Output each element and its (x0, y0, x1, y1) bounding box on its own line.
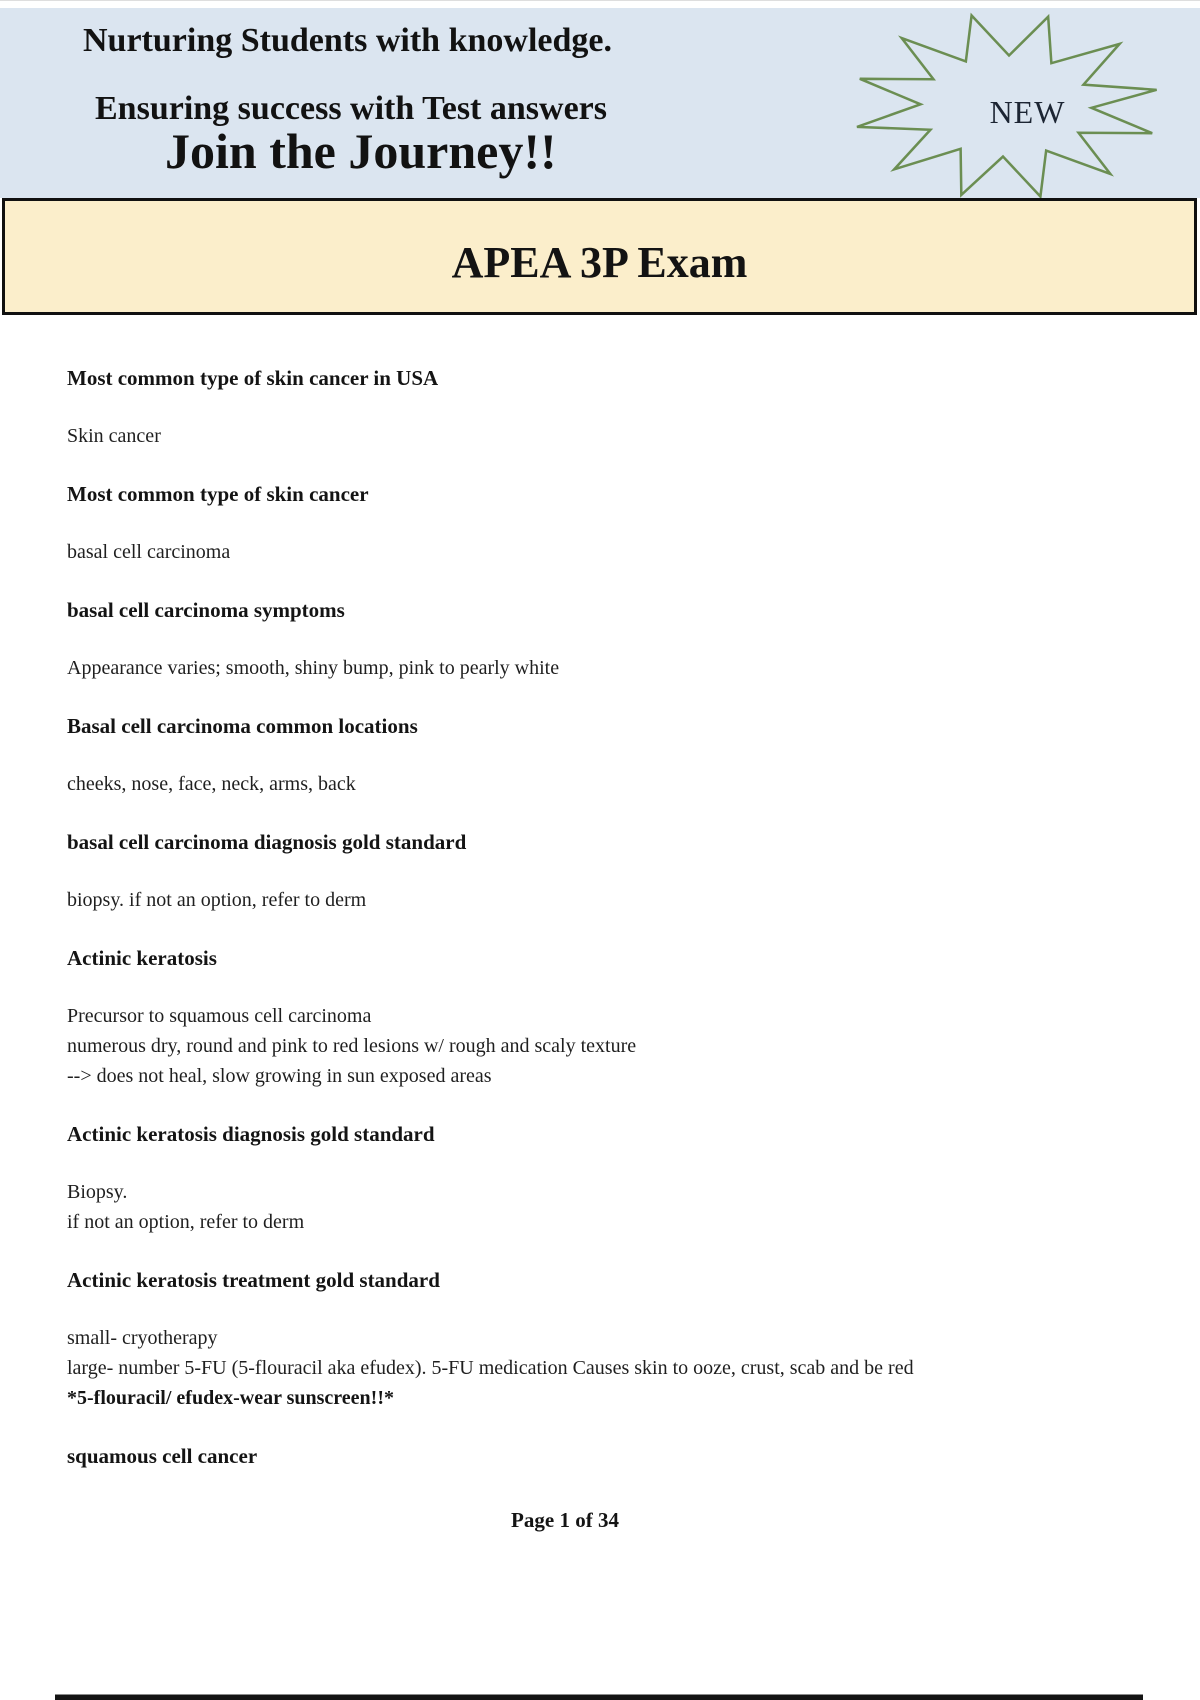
qa-section (67, 711, 1142, 799)
question: Basal cell carcinoma common locations (67, 714, 418, 738)
answer (67, 653, 1142, 683)
question: Actinic keratosis (67, 946, 217, 970)
qa-content (67, 363, 1142, 1499)
question: basal cell carcinoma diagnosis gold standard (67, 830, 467, 854)
new-badge-label: NEW (989, 94, 1066, 130)
question: Most common type of skin cancer in USA (67, 366, 439, 390)
question: basal cell carcinoma symptoms (67, 598, 345, 622)
page-bottom-rule (55, 1694, 1143, 1700)
qa-section (67, 1119, 1142, 1237)
question: Actinic keratosis diagnosis gold standard (67, 1122, 435, 1146)
exam-title: APEA 3P Exam (451, 238, 748, 287)
question: squamous cell cancer (67, 1444, 258, 1468)
answer (67, 1001, 1142, 1091)
qa-section (67, 1441, 1142, 1471)
answer-line: basal cell carcinoma (67, 541, 231, 563)
question: Actinic keratosis treatment gold standard (67, 1268, 440, 1292)
header-tagline-2: Ensuring success with Test answers (95, 90, 607, 127)
answer-line: small- cryotherapy (67, 1327, 218, 1349)
page-top-edge (0, 0, 1200, 1)
exam-title-banner (2, 198, 1197, 315)
qa-section (67, 363, 1142, 451)
answer-line: Skin cancer (67, 425, 161, 447)
answer-line: Appearance varies; smooth, shiny bump, pink to pearly white (67, 657, 560, 679)
promo-header (0, 8, 1200, 198)
header-tagline-1: Nurturing Students with knowledge. (83, 22, 612, 59)
answer (67, 885, 1142, 915)
answer (67, 1177, 1142, 1237)
answer-line: --> does not heal, slow growing in sun exposed areas (67, 1065, 492, 1087)
answer-line: Precursor to squamous cell carcinoma (67, 1005, 372, 1027)
page-number: Page 1 of 34 (511, 1508, 619, 1532)
answer-line: numerous dry, round and pink to red lesions w/ rough and scaly texture (67, 1035, 637, 1057)
qa-section (67, 479, 1142, 567)
answer-line: Biopsy. (67, 1181, 128, 1203)
answer (67, 421, 1142, 451)
answer (67, 537, 1142, 567)
answer (67, 1323, 1142, 1413)
qa-section (67, 1265, 1142, 1413)
answer (67, 769, 1142, 799)
qa-section (67, 595, 1142, 683)
qa-section (67, 943, 1142, 1091)
answer-line: large- number 5-FU (5-flouracil aka efudex). 5-FU medication Causes skin to ooze, crust, scab and be red (67, 1357, 914, 1379)
answer-line: biopsy. if not an option, refer to derm (67, 889, 367, 911)
question: Most common type of skin cancer (67, 482, 369, 506)
answer-line: if not an option, refer to derm (67, 1211, 305, 1233)
answer-note-line: *5-flouracil/ efudex-wear sunscreen!!* (67, 1387, 394, 1409)
answer-line: cheeks, nose, face, neck, arms, back (67, 773, 356, 795)
qa-section (67, 827, 1142, 915)
header-tagline-3: Join the Journey!! (165, 123, 557, 179)
